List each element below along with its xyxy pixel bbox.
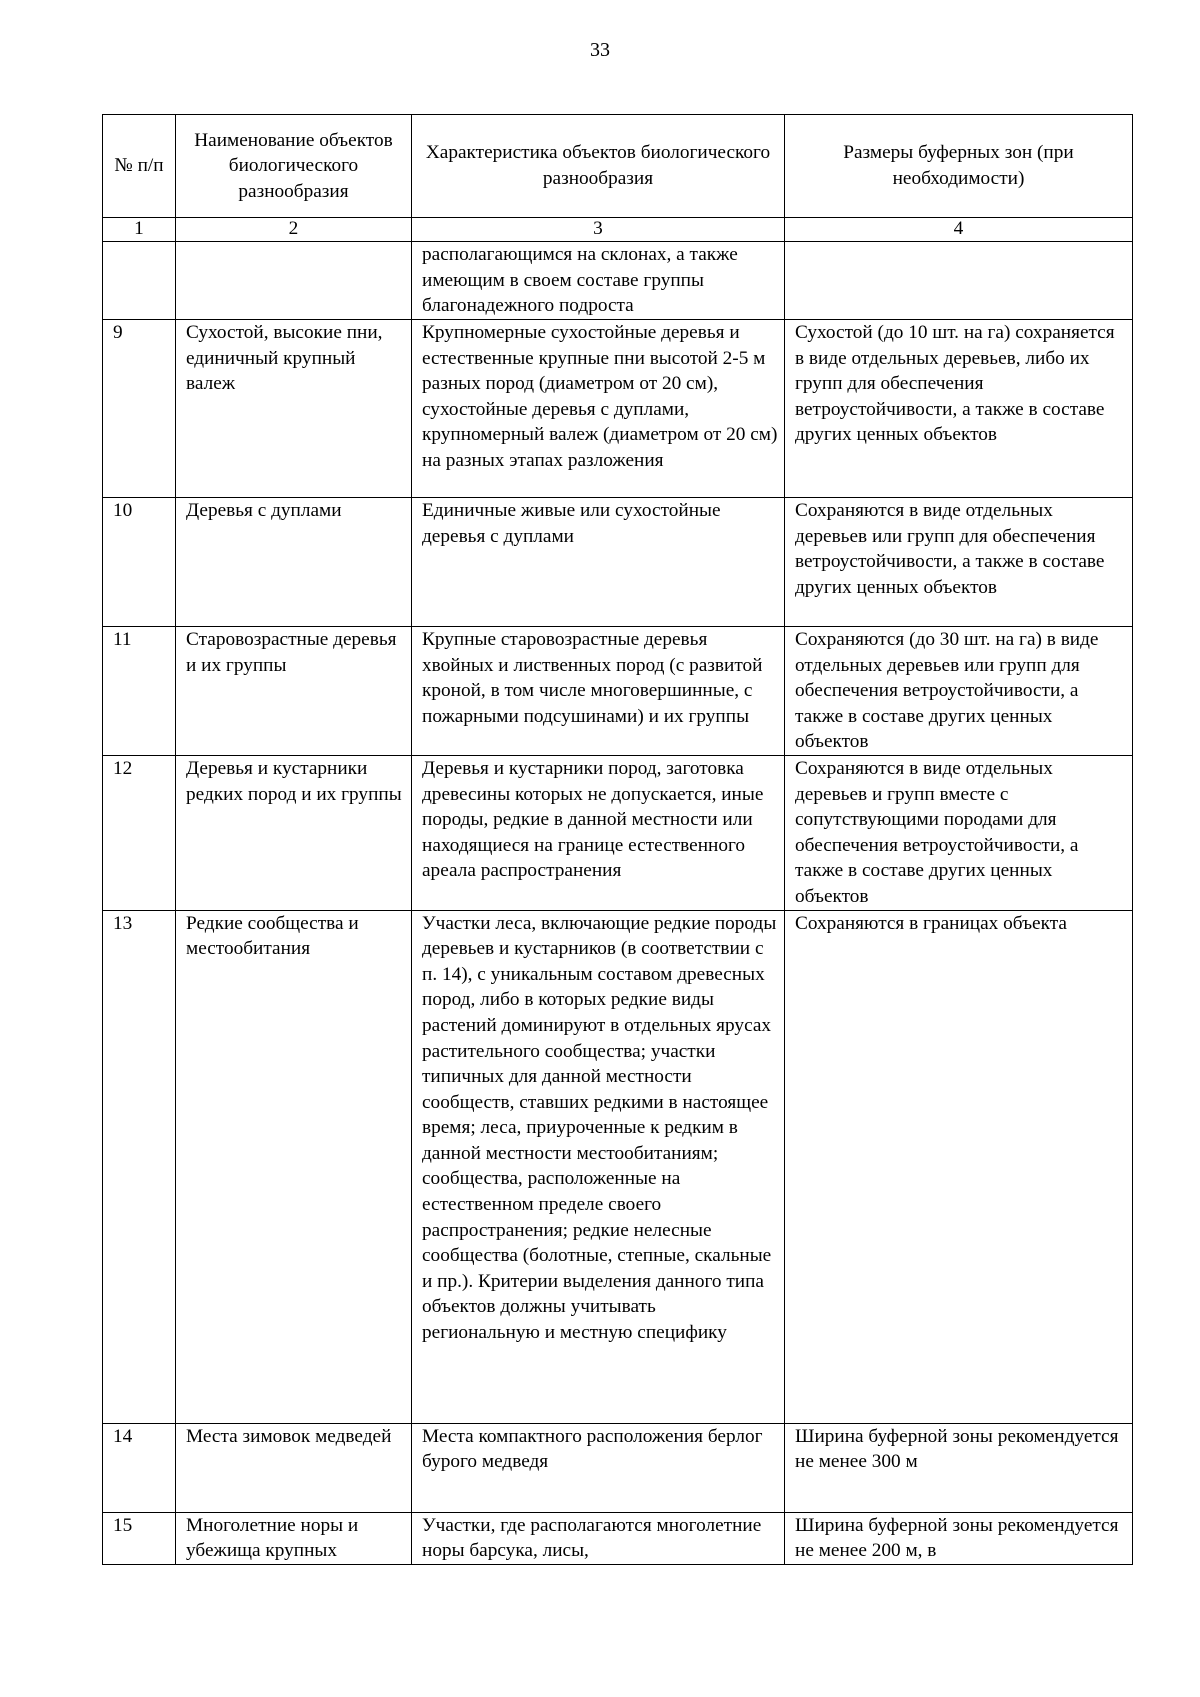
cell-object-name: Редкие сообщества и местообитания: [176, 910, 412, 1423]
cell-buffer-size: Ширина буферной зоны рекомендуется не менее 200 м, в: [785, 1512, 1133, 1564]
table-row: [103, 910, 1133, 1423]
cell-number: 11: [103, 627, 176, 756]
cell-characteristic: Крупномерные сухостойные деревья и естественные крупные пни высотой 2-5 м разных пород (диаметром от 20 см), сухостойные деревья с дуплами, крупномерный валеж (диаметром от 20 см) на разных этапах разложения: [412, 320, 785, 498]
cell-number: 12: [103, 755, 176, 910]
cell-buffer-size: Сухостой (до 10 шт. на га) сохраняется в виде отдельных деревьев, либо их групп для обеспечения ветроустойчивости, а также в составе других ценных объектов: [785, 320, 1133, 498]
cell-characteristic: Места компактного расположения берлог бурого медведя: [412, 1423, 785, 1512]
cell-number: 9: [103, 320, 176, 498]
cell-number: 10: [103, 498, 176, 627]
table-row: [103, 627, 1133, 756]
biodiversity-table: [102, 114, 1133, 1565]
header-characteristic: Характеристика объектов биологического разнообразия: [412, 115, 785, 218]
cell-object-name: Старовозрастные деревья и их группы: [176, 627, 412, 756]
page-number: 33: [590, 39, 610, 61]
table-row: [103, 498, 1133, 627]
table-row: [103, 242, 1133, 320]
table-row: [103, 320, 1133, 498]
cell-buffer-size: Сохраняются в виде отдельных деревьев и групп вместе с сопутствующими породами для обеспечения ветроустойчивости, а также в составе других ценных объектов: [785, 755, 1133, 910]
cell-number: 15: [103, 1512, 176, 1564]
cell-object-name: Сухостой, высокие пни, единичный крупный валеж: [176, 320, 412, 498]
cell-buffer-size: Сохраняются (до 30 шт. на га) в виде отдельных деревьев или групп для обеспечения ветроустойчивости, а также в составе других ценных объектов: [785, 627, 1133, 756]
table-row: [103, 1512, 1133, 1564]
cell-characteristic: Единичные живые или сухостойные деревья с дуплами: [412, 498, 785, 627]
cell-buffer-size: Сохраняются в границах объекта: [785, 910, 1133, 1423]
column-number: 4: [785, 218, 1133, 242]
cell-characteristic: располагающимся на склонах, а также имеющим в своем составе группы благонадежного подроста: [412, 242, 785, 320]
column-number-row: [103, 218, 1133, 242]
cell-characteristic: Крупные старовозрастные деревья хвойных и лиственных пород (с развитой кроной, в том числе многовершинные, с пожарными подсушинами) и их группы: [412, 627, 785, 756]
cell-number: 13: [103, 910, 176, 1423]
header-object-name: Наименование объектов биологического разнообразия: [176, 115, 412, 218]
cell-buffer-size: Сохраняются в виде отдельных деревьев или групп для обеспечения ветроустойчивости, а также в составе других ценных объектов: [785, 498, 1133, 627]
cell-buffer-size: Ширина буферной зоны рекомендуется не менее 300 м: [785, 1423, 1133, 1512]
cell-characteristic: Участки леса, включающие редкие породы деревьев и кустарников (в соответствии с п. 14), с уникальным составом древесных пород, либо в которых редкие виды растений доминируют в отдельных ярусах растительного сообщества; участки типичных для данной местности сообществ, ставших редкими в настоящее время; леса, приуроченные к редким в данной местности местообитаниям; сообщества, расположенные на естественном пределе своего распространения; редкие нелесные сообщества (болотные, степные, скальные и пр.). Критерии выделения данного типа объектов должны учитывать региональную и местную специфику: [412, 910, 785, 1423]
header-buffer-size: Размеры буферных зон (при необходимости): [785, 115, 1133, 218]
cell-characteristic: Деревья и кустарники пород, заготовка древесины которых не допускается, иные породы, редкие в данной местности или находящиеся на границе естественного ареала распространения: [412, 755, 785, 910]
cell-number: 14: [103, 1423, 176, 1512]
cell-object-name: Деревья с дуплами: [176, 498, 412, 627]
column-number: 1: [103, 218, 176, 242]
column-number: 3: [412, 218, 785, 242]
cell-characteristic: Участки, где располагаются многолетние норы барсука, лисы,: [412, 1512, 785, 1564]
header-number: № п/п: [103, 115, 176, 218]
cell-number: [103, 242, 176, 320]
table-header-row: [103, 115, 1133, 218]
cell-buffer-size: [785, 242, 1133, 320]
cell-object-name: Места зимовок медведей: [176, 1423, 412, 1512]
cell-object-name: Деревья и кустарники редких пород и их группы: [176, 755, 412, 910]
column-number: 2: [176, 218, 412, 242]
table-row: [103, 1423, 1133, 1512]
cell-object-name: Многолетние норы и убежища крупных: [176, 1512, 412, 1564]
table-row: [103, 755, 1133, 910]
cell-object-name: [176, 242, 412, 320]
